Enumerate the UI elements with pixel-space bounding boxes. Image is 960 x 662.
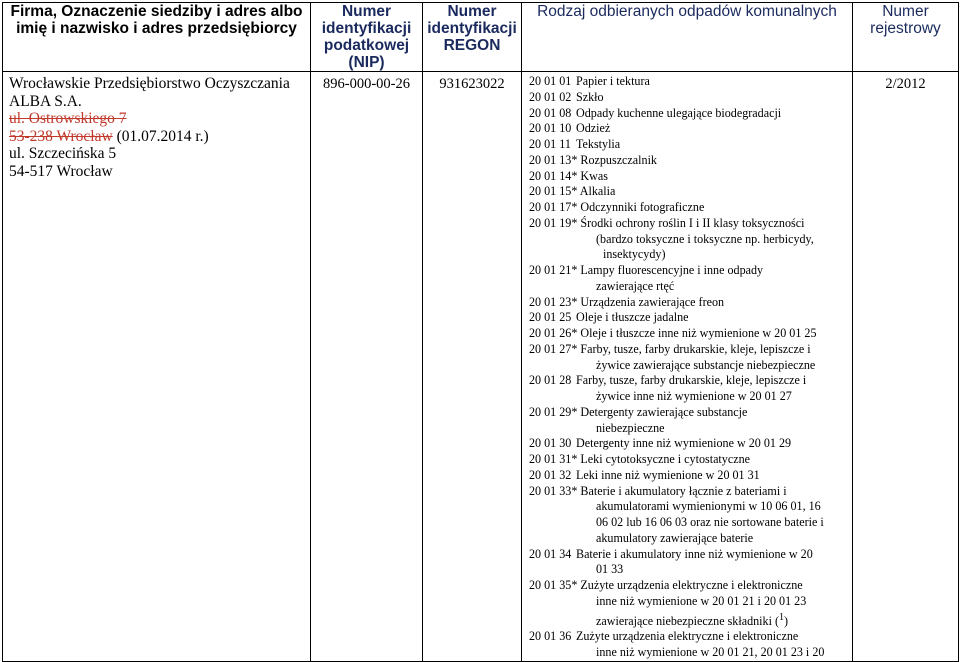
- waste-item: 20 01 15* Alkalia: [529, 184, 616, 199]
- waste-item-continuation: żywice inne niż wymienione w 20 01 27: [596, 389, 792, 403]
- waste-item-continuation: akumulatory zawierające baterie: [596, 530, 754, 545]
- waste-item: 20 01 11 Tekstylia: [529, 137, 621, 151]
- register-table: [2, 2, 959, 662]
- waste-item: 20 01 14* Kwas: [529, 168, 608, 183]
- regno-header-line: rejestrowy: [870, 20, 941, 37]
- waste-item-continuation: zawierające rtęć: [596, 278, 675, 293]
- waste-item: 20 01 17* Odczynniki fotograficzne: [529, 200, 705, 214]
- nip-header-line: (NIP): [348, 54, 385, 71]
- new-city: 54-517 Wrocław: [9, 162, 113, 180]
- regon-header-line: identyfikacji: [427, 20, 517, 37]
- waste-item: 20 01 02 Szkło: [529, 89, 604, 104]
- waste-item: 20 01 21* Lampy fluorescencyjne i inne odpady: [529, 263, 764, 277]
- waste-item-continuation: inne niż wymienione w 20 01 21, 20 01 23 i 20: [596, 645, 825, 660]
- waste-item: 20 01 23* Urządzenia zawierające freon: [529, 294, 725, 309]
- waste-item: 20 01 13* Rozpuszczalnik: [529, 152, 657, 167]
- waste-item-continuation: akumulatorami wymienionymi w 10 06 01, 16: [596, 499, 821, 514]
- table-row: [3, 72, 959, 662]
- old-city-struck: 53-238 Wrocław: [9, 127, 113, 145]
- waste-item-continuation: żywice zawierające substancje niebezpieczne: [596, 357, 816, 372]
- waste-item-continuation: niebezpieczne: [596, 420, 665, 435]
- waste-item: 20 01 26* Oleje i tłuszcze inne niż wymienione w 20 01 25: [529, 326, 817, 340]
- waste-item-continuation: 01 33: [596, 562, 624, 577]
- nip-header-line: Numer: [341, 3, 392, 20]
- regno-column-header: [853, 3, 959, 72]
- waste-item: 20 01 25 Oleje i tłuszcze jadalne: [529, 310, 689, 325]
- waste-column-header: Rodzaj odbieranych odpadów komunalnych: [522, 3, 853, 72]
- waste-item: 20 01 35* Zużyte urządzenia elektryczne i elektroniczne: [529, 578, 803, 592]
- waste-item-continuation: zawierające niebezpieczne składniki ($^1$): [596, 611, 789, 628]
- regon-header-line: REGON: [443, 37, 501, 54]
- company-cell: [3, 72, 311, 662]
- regon-column-header: [423, 3, 522, 72]
- waste-item: 20 01 19* Środki ochrony roślin I i II klasy toksyczności: [529, 215, 805, 230]
- waste-item: 20 01 28 Farby, tusze, farby drukarskie, kleje, lepiszcze i: [529, 373, 807, 388]
- regno-header-line: Numer: [882, 3, 929, 20]
- change-date: (01.07.2014 r.): [116, 127, 209, 145]
- waste-item: 20 01 34 Baterie i akumulatory inne niż wymienione w 20: [529, 546, 813, 561]
- waste-item: 20 01 36 Zużyte urządzenia elektryczne i elektroniczne: [529, 629, 799, 644]
- regon-header-line: Numer: [447, 3, 497, 20]
- regon-cell: 931623022: [423, 72, 522, 662]
- waste-item: 20 01 01 Papier i tektura: [529, 74, 650, 88]
- company-name-suffix: ALBA S.A.: [9, 92, 82, 110]
- waste-item: 20 01 29* Detergenty zawierające substancje: [529, 404, 748, 419]
- waste-item: 20 01 32 Leki inne niż wymienione w 20 01 31: [529, 467, 760, 482]
- nip-header-line: identyfikacji: [321, 20, 412, 37]
- nip-header-line: podatkowej: [323, 37, 410, 54]
- new-street: ul. Szczecińska 5: [9, 145, 117, 162]
- waste-list-cell: [522, 72, 853, 662]
- waste-item: 20 01 33* Baterie i akumulatory łącznie z bateriami i: [529, 483, 787, 498]
- company-name: Wrocławskie Przedsiębiorstwo Oczyszczania: [9, 75, 290, 92]
- company-column-header: Firma, Oznaczenie siedziby i adres albo imię i nazwisko i adres przedsiębiorcy: [3, 3, 311, 72]
- waste-item-continuation: inne niż wymienione w 20 01 21 i 20 01 23: [596, 593, 807, 608]
- nip-column-header: [311, 3, 423, 72]
- waste-item: 20 01 08 Odpady kuchenne ulegające biodegradacji: [529, 105, 782, 120]
- waste-item-continuation: (bardzo toksyczne i toksyczne np. herbicydy,: [596, 231, 814, 246]
- waste-item-continuation: insektycydy): [603, 247, 666, 262]
- waste-item: 20 01 27* Farby, tusze, farby drukarskie, kleje, lepiszcze i: [529, 341, 811, 356]
- registration-number-cell: 2/2012: [853, 72, 959, 662]
- header-row: [3, 3, 959, 72]
- old-street-struck: ul. Ostrowskiego 7: [9, 110, 127, 127]
- waste-item: 20 01 30 Detergenty inne niż wymienione w 20 01 29: [529, 436, 792, 451]
- waste-item: 20 01 31* Leki cytotoksyczne i cytostatyczne: [529, 452, 750, 466]
- waste-item: 20 01 10 Odzież: [529, 121, 611, 136]
- waste-item-continuation: 06 02 lub 16 06 03 oraz nie sortowane baterie i: [596, 515, 824, 529]
- nip-cell: 896-000-00-26: [311, 72, 423, 662]
